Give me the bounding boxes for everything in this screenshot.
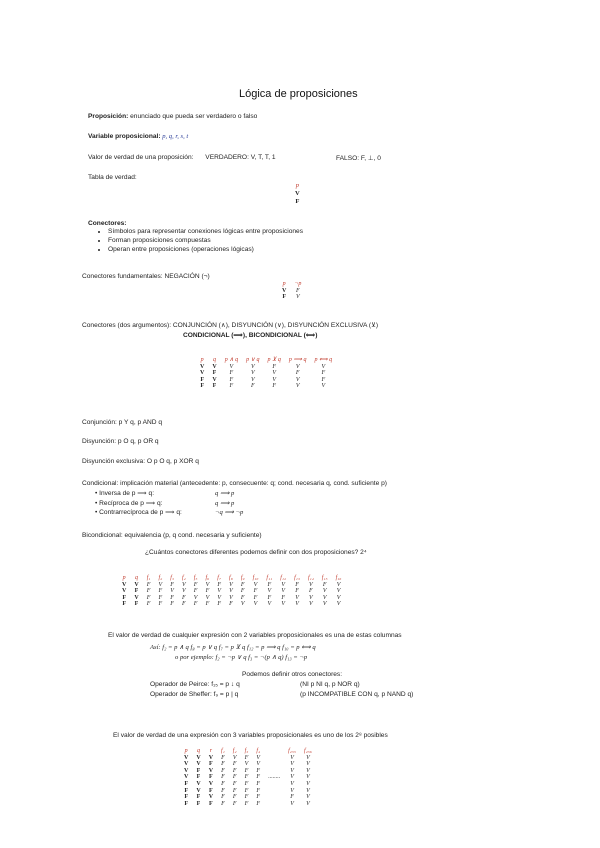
table-cell: V <box>267 601 272 608</box>
table-cell: F <box>244 774 249 781</box>
table-cell: F <box>256 780 261 787</box>
list-item-value: q ⟹ p <box>215 490 235 497</box>
table-cell: V <box>229 363 234 370</box>
table-cell: F <box>232 774 237 781</box>
table-cell: F <box>267 594 272 601</box>
table-cell: V <box>158 581 163 588</box>
table-cell: V <box>256 754 261 761</box>
table-header <box>264 748 284 755</box>
table-cell: F <box>267 581 272 588</box>
table-cell: V <box>295 601 299 608</box>
table-cell: F <box>196 774 201 781</box>
table-cell: F <box>196 800 201 807</box>
table-header: p ⟹ q <box>288 357 307 363</box>
table-cell: F <box>184 800 188 807</box>
table-cell: V <box>290 800 294 807</box>
conectores-label: Conectores: <box>88 220 127 227</box>
table-header: p ⊻ q <box>267 357 281 363</box>
table-cell: V <box>282 287 287 294</box>
table-row <box>196 370 336 377</box>
table-cell: V <box>306 767 310 774</box>
table-cell: F <box>158 601 163 608</box>
table-header: f₁ <box>221 748 225 754</box>
table-cell: V <box>122 588 127 595</box>
table-cell: F <box>196 767 201 774</box>
table-cell: F <box>232 767 237 774</box>
table-cell: V <box>182 588 186 595</box>
table-header: q <box>197 748 201 754</box>
table-cell: V <box>306 787 310 794</box>
table-cell: V <box>184 767 189 774</box>
table-row <box>196 383 336 390</box>
table-cell: V <box>184 754 189 761</box>
def-proposicion <box>88 113 257 120</box>
table-cell: F <box>146 588 151 595</box>
table-header: p ∨ q <box>246 357 260 363</box>
table-header: f₁₄ <box>307 575 314 581</box>
table-cell: V <box>306 780 310 787</box>
table-cell: F <box>295 581 299 588</box>
table-cell: F <box>221 800 225 807</box>
condicional-text: Condicional: implicación material (antecedente: p, consecuente: q; cond. necesaria q, cond. suficiente p) <box>82 480 387 487</box>
asi-line1: Así: f₂ = p ∧ q f₈ = p ∨ q f₇ = p ⊻ q f₁₂ = p ⟹ q f₁₀ = p ⟺ q <box>150 644 316 651</box>
table-header: f₁₅ <box>321 575 328 581</box>
condicional-list <box>95 489 182 518</box>
table-row <box>196 377 336 384</box>
disyuncion-exclusiva-text: Disyunción exclusiva: O p O q, p XOR q <box>82 458 199 465</box>
table-cell: V <box>336 601 341 608</box>
table-cell: V <box>290 787 294 794</box>
table-cell: V <box>281 581 286 588</box>
list-item: • Operan entre proposiciones (operaciones lógicas) <box>108 245 303 254</box>
table-cell: F <box>295 370 300 377</box>
table-cell: F <box>232 800 237 807</box>
table-cell: V <box>182 581 186 588</box>
table-cell: F <box>296 287 300 294</box>
question-16: ¿Cuántos conectores diferentes podemos definir con dos proposiciones? 2⁴ <box>145 549 367 556</box>
table-header: f₄ <box>181 575 186 581</box>
table-cell: V <box>295 363 300 370</box>
table-cell: F <box>122 594 126 601</box>
table-cell: V <box>200 370 205 377</box>
table-header: f₂₅₆ <box>304 748 312 754</box>
table-cell: V <box>256 761 261 768</box>
def-variable <box>88 133 188 140</box>
asi-line2: o por ejemplo: f₂ = ¬p ∨ q f₃ = ¬(p ∧ q) f₁₃ = ¬p <box>175 654 308 661</box>
table-cell: V <box>205 581 210 588</box>
table-cell: F <box>229 601 233 608</box>
table-cell: F <box>256 787 261 794</box>
table-cell: V <box>336 588 341 595</box>
table-cell: V <box>306 794 310 801</box>
table-cell: F <box>295 588 299 595</box>
table-cell <box>264 788 284 795</box>
table-header: f₂ <box>232 748 237 754</box>
table-header: f₂ <box>158 575 163 581</box>
table-cell: V <box>170 588 174 595</box>
tres-table <box>180 748 316 807</box>
table-cell: V <box>267 588 272 595</box>
table-cell: F <box>209 787 213 794</box>
table-row <box>196 364 336 371</box>
list-item-value: q ⟹ p <box>215 499 235 507</box>
table-cell: V <box>134 581 139 588</box>
table-cell: F <box>240 581 245 588</box>
table-cell: F <box>240 594 245 601</box>
table-cell: F <box>170 601 174 608</box>
table-cell <box>264 801 284 808</box>
tabla-val-f: F <box>295 198 300 205</box>
def-proposicion-label: Proposición: <box>88 113 129 120</box>
table-cell: V <box>244 761 249 768</box>
table-header: f₁₂ <box>280 575 287 581</box>
table-cell: V <box>250 363 255 370</box>
table-cell: F <box>184 780 188 787</box>
table-header: p <box>200 357 204 363</box>
table-cell: V <box>321 363 326 370</box>
table-cell: V <box>306 761 310 768</box>
table-cell: V <box>309 581 313 588</box>
table-cell: F <box>290 794 294 801</box>
table-cell: V <box>253 601 258 608</box>
def-variable-label: Variable proposicional: <box>88 133 161 140</box>
table-cell: V <box>290 767 294 774</box>
table-cell: F <box>256 767 261 774</box>
table-cell: V <box>336 594 341 601</box>
table-cell: F <box>205 601 210 608</box>
table-cell: F <box>253 588 258 595</box>
table-cell: F <box>212 370 217 377</box>
table-cell: F <box>321 370 326 377</box>
table-cell: F <box>221 761 225 768</box>
table-cell: V <box>184 774 189 781</box>
table-row <box>118 601 345 608</box>
table-cell: F <box>232 794 237 801</box>
table-cell: F <box>205 588 210 595</box>
conectores-section <box>88 220 303 254</box>
table-cell: V <box>281 601 286 608</box>
table-cell: F <box>200 376 204 383</box>
table-cell: V <box>217 594 221 601</box>
table-cell: F <box>158 588 163 595</box>
table-cell: F <box>212 383 217 390</box>
table-row <box>180 781 316 788</box>
table-cell: F <box>200 383 204 390</box>
table-cell <box>264 768 284 775</box>
table-cell: V <box>193 594 198 601</box>
list-item-value: ¬q ⟹ ¬p <box>215 509 244 516</box>
table-cell: V <box>295 594 299 601</box>
table-cell: V <box>208 794 214 801</box>
table-cell: F <box>146 601 151 608</box>
table-cell: F <box>196 794 201 801</box>
table-cell: V <box>295 376 300 383</box>
table-cell: F <box>229 376 234 383</box>
table-cell: F <box>122 601 126 608</box>
table-header: f₁₁ <box>266 575 273 581</box>
tabla-val-v: V <box>295 190 300 197</box>
table-cell: V <box>212 376 217 383</box>
table-cell: F <box>221 780 225 787</box>
list-item: • Forman proposiciones compuestas <box>108 236 303 245</box>
table-row <box>118 588 345 595</box>
table-cell: V <box>290 780 294 787</box>
tabla-verdad-column <box>295 182 300 206</box>
def-valor-false: FALSO: F, ⊥, 0 <box>336 155 381 162</box>
list-item: • Inversa de p ⟹ q: <box>95 490 155 497</box>
table-cell: V <box>309 601 313 608</box>
sheffer-b: (p INCOMPATIBLE CON q, p NAND q) <box>300 691 414 698</box>
table-header: f₁₀ <box>252 575 259 581</box>
table-cell: V <box>232 754 237 761</box>
table-cell: V <box>122 581 127 588</box>
table-cell: V <box>322 588 327 595</box>
table-cell: F <box>221 774 225 781</box>
table-cell: F <box>217 581 221 588</box>
table-cell: F <box>244 787 249 794</box>
table-row <box>118 595 345 602</box>
table-cell: V <box>208 754 214 761</box>
table-cell: V <box>240 601 245 608</box>
table-cell: F <box>134 601 139 608</box>
table-row <box>180 788 316 795</box>
table-cell: V <box>250 370 255 377</box>
otros-text: Podemos definir otros conectores: <box>242 671 343 678</box>
table-cell: F <box>232 780 237 787</box>
table-cell: F <box>240 588 245 595</box>
negacion-text: Conectores fundamentales: NEGACIÓN (¬) <box>82 273 210 280</box>
table-header: q <box>213 357 217 363</box>
table-cell: F <box>182 601 186 608</box>
table-header: f₇ <box>217 575 222 581</box>
def-valor <box>88 154 381 162</box>
table-cell: F <box>282 294 286 301</box>
table-cell: F <box>193 581 198 588</box>
peirce-b: (NI p NI q, p NOR q) <box>300 681 360 688</box>
table-cell: V <box>205 594 210 601</box>
disyuncion-text: Disyunción: p O q, p OR q <box>82 438 159 445</box>
negacion-table <box>278 281 305 301</box>
table-cell: V <box>295 383 300 390</box>
table-cell: F <box>170 581 174 588</box>
table-cell: F <box>281 594 286 601</box>
table-header: f₉ <box>240 575 245 581</box>
table-cell: F <box>244 794 249 801</box>
table-cell: F <box>244 800 249 807</box>
table-cell: V <box>134 594 139 601</box>
table-cell: V <box>336 581 341 588</box>
table-cell: F <box>146 594 151 601</box>
table-cell: F <box>250 383 255 390</box>
table-header: p <box>184 748 188 754</box>
table-cell: V <box>196 780 201 787</box>
sheffer-a: Operador de Sheffer: f₉ = p | q <box>150 691 239 698</box>
tabla-var-p: p <box>295 182 300 189</box>
table-cell: F <box>232 787 237 794</box>
table-cell: F <box>184 794 188 801</box>
list-item: • Recíproca de p ⟹ q: <box>95 499 163 507</box>
table-cell: V <box>208 767 214 774</box>
table-cell: V <box>196 787 201 794</box>
table-header: p <box>122 575 126 581</box>
table-cell: F <box>209 800 213 807</box>
table-cell: V <box>217 588 221 595</box>
table-cell: F <box>221 794 225 801</box>
table-cell: V <box>229 588 233 595</box>
table-cell: F <box>170 594 174 601</box>
table-row <box>180 755 316 762</box>
table-row <box>180 768 316 775</box>
binarios-line2: CONDICIONAL (⟹), BICONDICIONAL (⟺) <box>183 332 318 339</box>
table-header: r <box>209 748 213 754</box>
list-item: • Contrarrecíproca de p ⟹ q: <box>95 509 182 516</box>
table-cell: F <box>182 594 186 601</box>
table-cell: V <box>306 800 310 807</box>
table-cell: F <box>146 581 151 588</box>
table-header: f₁₆ <box>335 575 342 581</box>
table-header: f₁₃ <box>294 575 300 581</box>
table-cell: V <box>281 588 286 595</box>
table-cell: V <box>290 774 294 781</box>
table-cell: V <box>322 594 327 601</box>
table-cell: F <box>193 601 198 608</box>
tabla-verdad-label: Tabla de verdad: <box>88 174 137 181</box>
table-cell: V <box>212 363 217 370</box>
table-cell: F <box>134 588 139 595</box>
condicional-list-values <box>215 489 243 518</box>
table-header: f₆ <box>205 575 210 581</box>
table-cell <box>264 761 284 768</box>
def-variable-vars: p, q, r, s, t <box>160 133 189 140</box>
table-cell: V <box>229 594 233 601</box>
table-cell: F <box>184 787 188 794</box>
table-cell: V <box>208 780 214 787</box>
conjuncion-text: Conjunción: p Y q, p AND q <box>82 419 163 426</box>
table-cell: V <box>200 363 205 370</box>
table-cell: V <box>296 294 300 301</box>
table-cell: F <box>229 370 234 377</box>
table-row <box>180 774 316 781</box>
table-cell: F <box>256 794 261 801</box>
table-cell: F <box>322 581 327 588</box>
table-row <box>180 794 316 801</box>
table-cell: V <box>184 761 189 768</box>
page-title: Lógica de proposiciones <box>239 88 358 100</box>
table-header: f₄ <box>256 748 261 754</box>
def-proposicion-text: enunciado que pueda ser verdadero o falso <box>128 113 258 120</box>
table-cell: V <box>253 581 258 588</box>
table-cell: F <box>221 754 225 761</box>
peirce-a: Operador de Peirce: f₁₅ = p ↓ q <box>150 681 240 688</box>
table-cell: F <box>244 780 249 787</box>
table-cell: F <box>272 363 277 370</box>
conectores-16-table <box>118 575 345 608</box>
table-cell: F <box>209 774 213 781</box>
table-cell: F <box>309 588 313 595</box>
valor-text: El valor de verdad de cualquier expresión con 2 variables proposicionales es una de estas columnas <box>108 632 402 639</box>
table-cell: F <box>232 761 237 768</box>
table-cell: F <box>272 383 277 390</box>
table-cell: F <box>217 601 221 608</box>
table-cell: V <box>250 376 255 383</box>
table-cell: V <box>272 376 277 383</box>
table-cell: F <box>221 767 225 774</box>
table-cell: V <box>272 370 277 377</box>
binarios-table <box>196 357 336 390</box>
table-cell <box>264 781 284 788</box>
list-item: • Símbolos para representar conexiones lógicas entre proposiciones <box>108 227 303 236</box>
binarios-line1: Conectores (dos argumentos): CONJUNCIÓN (∧), DISYUNCIÓN (∨), DISYUNCIÓN EXCLUSIVA (⊻) <box>82 322 379 329</box>
table-row <box>180 801 316 808</box>
table-cell: V <box>321 383 326 390</box>
table-header: q <box>135 575 139 581</box>
table-cell: F <box>244 754 249 761</box>
bicondicional-text: Bicondicional: equivalencia (p, q cond. necesaria y suficiente) <box>82 532 262 539</box>
def-valor-text: Valor de verdad de una proposición: <box>88 154 194 161</box>
table-header: f₁ <box>146 575 151 581</box>
table-cell: V <box>196 761 201 768</box>
table-cell: V <box>196 754 201 761</box>
table-header: p ⟺ q <box>314 357 333 363</box>
table-cell: F <box>244 767 249 774</box>
table-cell: F <box>256 774 261 781</box>
table-cell: F <box>209 761 213 768</box>
table-header: f₃ <box>170 575 174 581</box>
table-header: p <box>282 281 286 287</box>
table-header: f₂₅₅ <box>288 748 297 754</box>
table-cell: V <box>290 754 294 761</box>
table-cell <box>264 755 284 762</box>
table-cell: F <box>229 383 234 390</box>
table-cell: F <box>221 787 225 794</box>
table-cell: V <box>306 754 310 761</box>
def-valor-true: VERDADERO: V, T, T, 1 <box>205 154 276 161</box>
table-header: ¬p <box>294 281 302 287</box>
table-cell: V <box>306 774 310 781</box>
table-header: f₅ <box>193 575 198 581</box>
table-cell: F <box>256 800 261 807</box>
tres-text: El valor de verdad de una expresión con 3 variables proposicionales es uno de los 2⁸ posibles <box>113 732 388 739</box>
table-cell: F <box>253 594 258 601</box>
table-cell: V <box>229 581 233 588</box>
table-cell: F <box>193 588 198 595</box>
table-cell: V <box>322 601 327 608</box>
table-header: p ∧ q <box>224 357 239 363</box>
table-cell: V <box>309 594 313 601</box>
table-row <box>118 582 345 589</box>
table-cell: V <box>290 761 294 768</box>
table-cell: ........ <box>268 774 281 781</box>
table-cell: F <box>321 376 326 383</box>
table-header: f₃ <box>244 748 249 754</box>
table-header: f₈ <box>229 575 233 581</box>
table-cell <box>264 794 284 801</box>
table-cell: F <box>158 594 163 601</box>
table-row <box>180 761 316 768</box>
